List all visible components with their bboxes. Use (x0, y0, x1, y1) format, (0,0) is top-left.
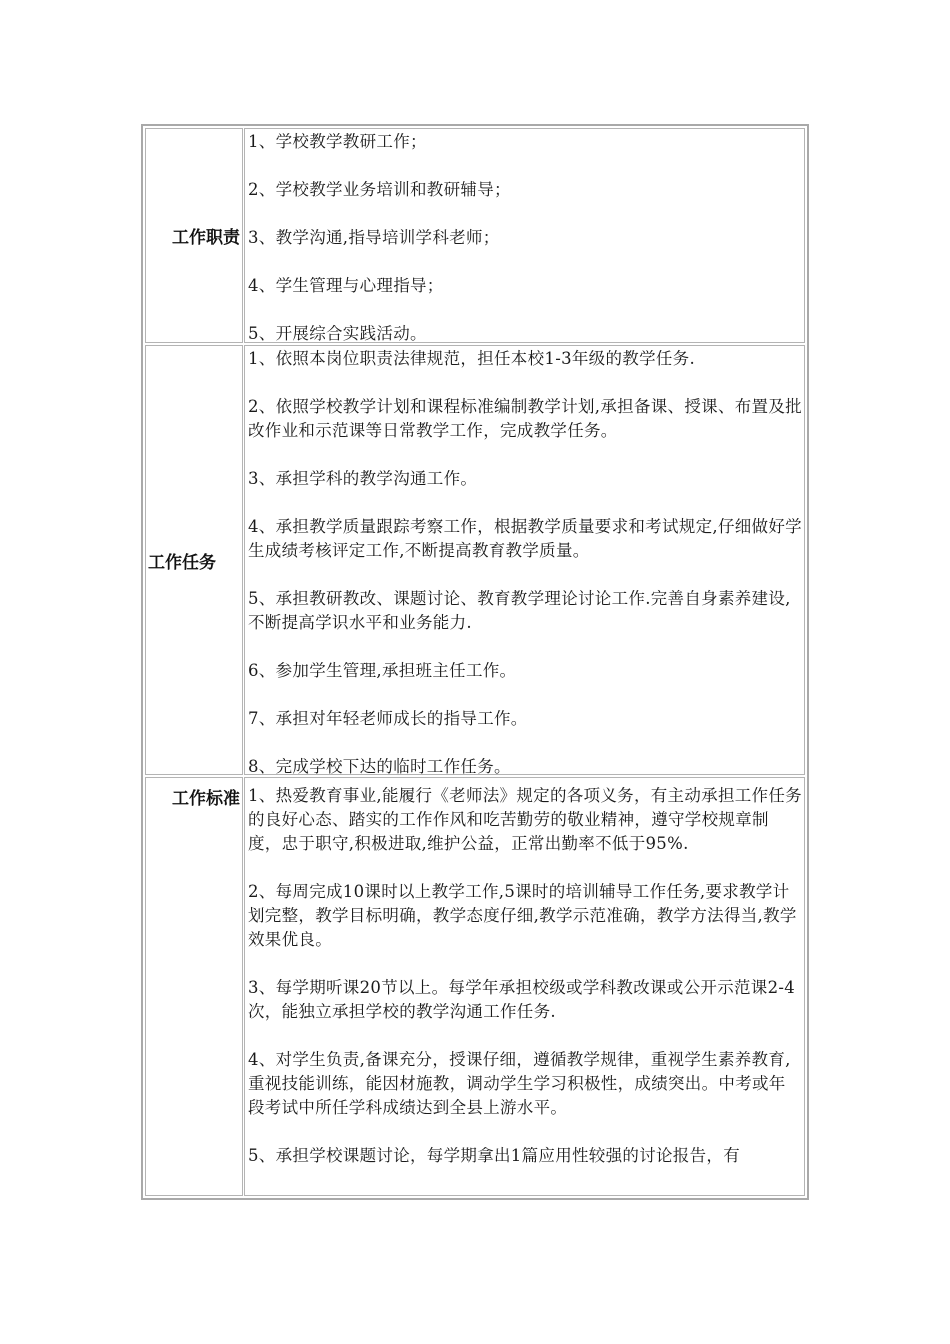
standard-item: 5、承担学校课题讨论，每学期拿出1篇应用性较强的讨论报告，有 (248, 1146, 740, 1165)
row-label-standard: 工作标准 (145, 777, 243, 1196)
row-content-task (244, 345, 805, 775)
task-item: 2、依照学校教学计划和课程标准编制教学计划,承担备课、授课、布置及批改作业和示范课等日常教学工作，完成教学任务。 (248, 397, 802, 440)
task-item: 7、承担对年轻老师成长的指导工作。 (248, 709, 528, 728)
standard-item: 3、每学期听课20节以上。每学年承担校级或学科教改课或公开示范课2-4次，能独立承担学校的教学沟通工作任务. (248, 978, 796, 1021)
row-content-standard (244, 777, 805, 1196)
duty-item: 5、开展综合实践活动。 (248, 324, 427, 343)
table-row-standard (145, 777, 805, 1196)
duty-item: 3、教学沟通,指导培训学科老师； (248, 228, 500, 247)
standard-item: 2、每周完成10课时以上教学工作,5课时的培训辅导工作任务,要求教学计划完整，教学目标明确，教学态度仔细,教学示范准确，教学方法得当,教学效果优良。 (248, 882, 797, 949)
duty-item: 4、学生管理与心理指导； (248, 276, 444, 295)
task-item: 8、完成学校下达的临时工作任务。 (248, 757, 511, 775)
standard-item: 4、对学生负责,备课充分，授课仔细，遵循教学规律，重视学生素养教育,重视技能训练，能因材施教，调动学生学习积极性，成绩突出。中考或年段考试中所任学科成绩达到全县上游水平。 (248, 1050, 791, 1117)
job-description-table (141, 124, 809, 1200)
duty-item: 2、学校教学业务培训和教研辅导； (248, 180, 511, 199)
duty-item: 1、学校教学教研工作； (248, 132, 427, 151)
standard-item: 1、热爱教育事业,能履行《老师法》规定的各项义务，有主动承担工作任务的良好心态、踏实的工作作风和吃苦勤劳的敬业精神，遵守学校规章制度，忠于职守,积极进取,维护公益，正常出勤率不低于95%. (248, 786, 802, 853)
row-content-duty (244, 128, 805, 343)
task-item: 6、参加学生管理,承担班主任工作。 (248, 661, 517, 680)
row-label-duty: 工作职责 (145, 128, 243, 343)
table-row-task (145, 345, 805, 775)
task-item: 3、承担学科的教学沟通工作。 (248, 469, 478, 488)
task-item: 4、承担教学质量跟踪考察工作，根据教学质量要求和考试规定,仔细做好学生成绩考核评定工作,不断提高教育教学质量。 (248, 517, 802, 560)
row-label-task: 工作任务 (145, 345, 243, 775)
table-row-duty (145, 128, 805, 343)
task-item: 1、依照本岗位职责法律规范，担任本校1-3年级的教学任务. (248, 349, 696, 368)
task-item: 5、承担教研教改、课题讨论、教育教学理论讨论工作.完善自身素养建设,不断提高学识水平和业务能力. (248, 589, 791, 632)
